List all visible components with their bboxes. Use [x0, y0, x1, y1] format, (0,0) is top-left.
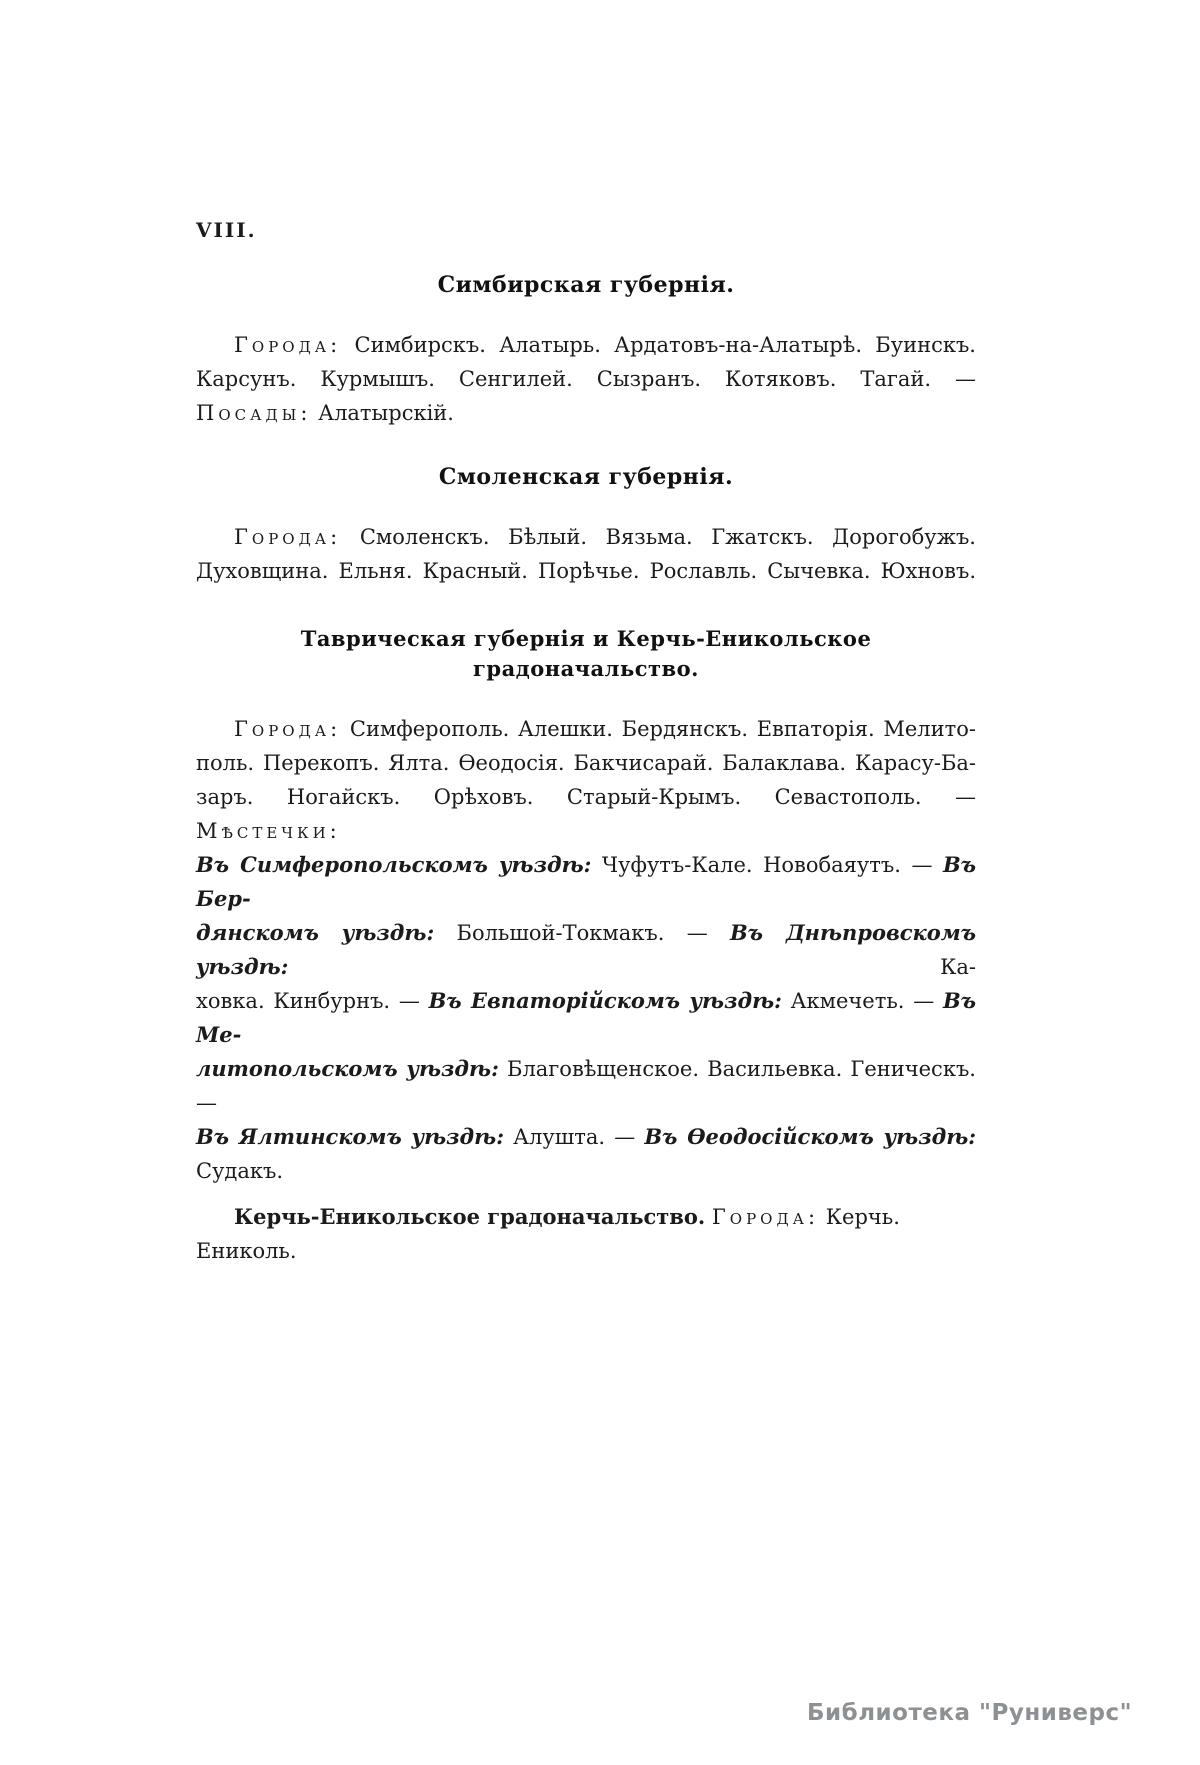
text-segment: поль. Перекопъ. Ялта. Ѳеодосія. Бакчисарай. Балаклава. Карасу-Ба- — [196, 751, 976, 775]
section — [196, 462, 976, 588]
text-segment: Ка- — [288, 955, 976, 979]
paragraph — [196, 328, 976, 430]
text-segment: Въ Днѣпровскомъ уѣздѣ: — [196, 920, 976, 979]
text-segment: заръ. Ногайскъ. Орѣховъ. Старый-Крымъ. Севастополь. — — [196, 785, 976, 809]
text-segment: Города: — [234, 525, 342, 549]
page-content — [196, 218, 976, 1268]
paragraph — [196, 1200, 976, 1268]
text-line — [196, 1120, 976, 1188]
text-segment: Посады: — [196, 401, 312, 425]
text-segment: Керчь. Ениколь. — [196, 1205, 900, 1263]
section-heading: Смоленская губернія. — [438, 464, 734, 490]
text-line — [196, 746, 976, 780]
library-watermark: Библиотека "Руниверс" — [807, 1700, 1133, 1726]
text-segment: Смоленскъ. Бѣлый. Вязьма. Гжатскъ. Дорогобужъ. — [341, 525, 976, 549]
text-segment: Алушта. — — [503, 1125, 645, 1149]
paragraph — [196, 520, 976, 588]
text-segment: Въ Евпаторійскомъ уѣздѣ: — [428, 988, 782, 1013]
text-segment: литопольскомъ уѣздѣ: — [196, 1056, 499, 1081]
text-segment: Керчь-Еникольское градоначальство. — [234, 1204, 706, 1229]
text-segment: Акмечеть. — — [781, 989, 943, 1013]
text-segment: Въ Симферопольскомъ уѣздѣ: — [196, 852, 592, 877]
text-line — [196, 1200, 976, 1268]
page-number: VIII. — [196, 218, 257, 242]
text-segment: Въ Ялтинскомъ уѣздѣ: — [196, 1124, 504, 1149]
section — [196, 624, 976, 1268]
text-segment: Благовѣщенское. Васильевка. Геническъ. — — [196, 1057, 976, 1115]
text-segment: Большой-Токмакъ. — — [434, 921, 731, 945]
text-segment: Симбирскъ. Алатырь. Ардатовъ-на-Алатырѣ. Буинскъ. — [341, 333, 976, 357]
sections — [196, 270, 976, 1268]
text-segment: Судакъ. — [196, 1159, 284, 1183]
text-line — [196, 328, 976, 362]
text-line — [196, 1052, 976, 1120]
text-line — [196, 712, 976, 746]
text-line — [196, 780, 976, 848]
text-line — [196, 848, 976, 916]
text-segment: Въ Бер- — [196, 852, 976, 911]
text-line — [196, 984, 976, 1052]
text-segment: Въ Ме- — [196, 988, 976, 1047]
text-segment: Чуфутъ-Кале. Новобаяутъ. — — [591, 853, 943, 877]
text-segment: Города: — [234, 333, 342, 357]
text-segment: ховка. Кинбурнъ. — — [196, 989, 429, 1013]
text-segment: Города: — [234, 717, 342, 741]
text-segment: Въ Ѳеодосійскомъ уѣздѣ: — [644, 1124, 976, 1149]
text-line — [196, 520, 976, 554]
text-segment: Карсунъ. Курмышъ. Сенгилей. Сызранъ. Котяковъ. Тагай. — — [196, 367, 976, 391]
text-segment: Города: — [711, 1205, 820, 1229]
text-line — [196, 916, 976, 984]
text-line — [196, 396, 976, 430]
text-segment: Духовщина. Ельня. Красный. Порѣчье. Рославль. Сычевка. Юхновъ. — [196, 559, 976, 583]
section — [196, 270, 976, 430]
section-heading: Таврическая губернія и Керчь-Еникольское градоначальство. — [300, 626, 872, 681]
text-segment: Симферополь. Алешки. Бердянскъ. Евпаторія. Мелито- — [341, 717, 976, 741]
text-segment — [705, 1205, 712, 1229]
text-segment: Мѣстечки: — [196, 819, 341, 843]
text-line — [196, 362, 976, 396]
section-heading: Симбирская губернія. — [437, 272, 735, 298]
text-segment: Алатырскій. — [311, 401, 454, 425]
paragraph — [196, 712, 976, 1188]
text-segment: дянскомъ уѣздѣ: — [196, 920, 435, 945]
text-line — [196, 554, 976, 588]
